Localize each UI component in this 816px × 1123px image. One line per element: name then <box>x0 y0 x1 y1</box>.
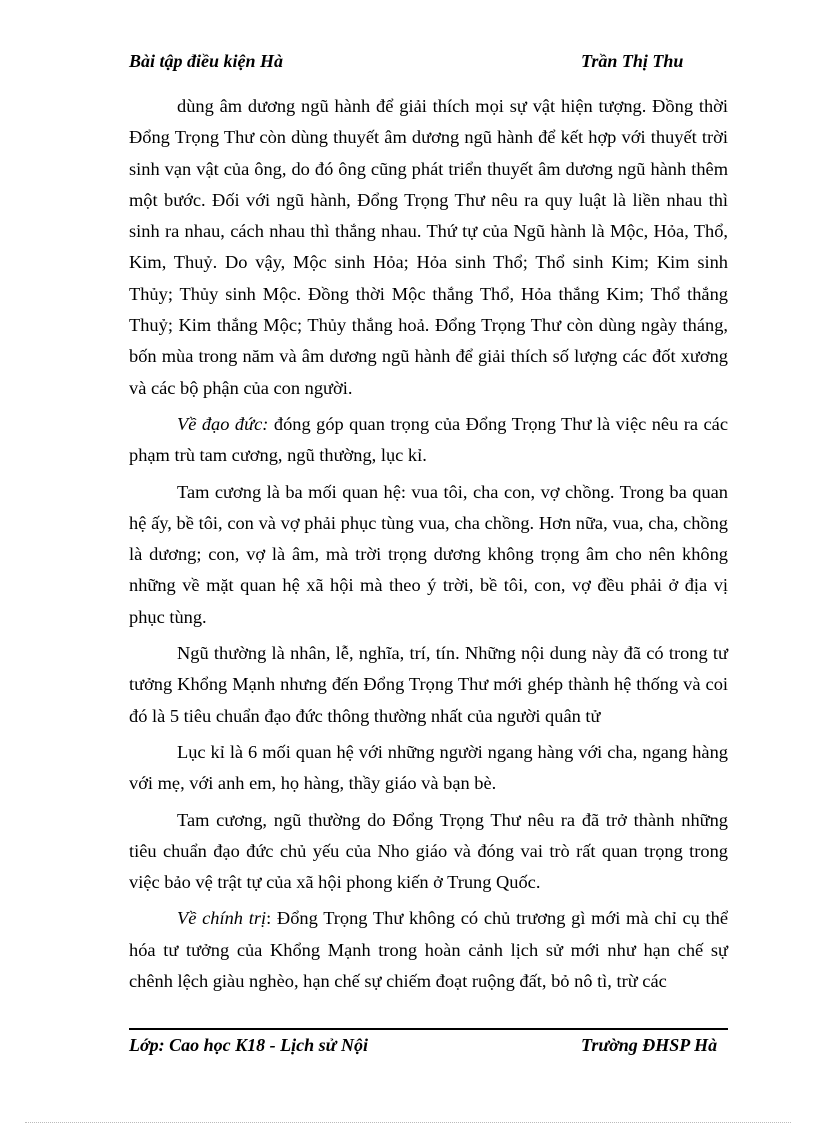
header-right: Trần Thị Thu <box>581 51 684 71</box>
paragraph-1: dùng âm dương ngũ hành để giải thích mọi sự vật hiện tượng. Đồng thời Đổng Trọng Thư còn dùng thuyết âm dương ngũ hành để kết hợp với thuyết trời sinh vạn vật của ông, do đó ông cũng phát triển thuyết âm dương ngũ hành thêm một bước. Đối với ngũ hành, Đổng Trọng Thư nêu ra quy luật là liền nhau thì sinh ra nhau, cách nhau thì thắng nhau. Thứ tự của Ngũ hành là Mộc, Hỏa, Thổ, Kim, Thuỷ. Do vậy, Mộc sinh Hỏa; Hỏa sinh Thổ; Thổ sinh Kim; Kim sinh Thủy; Thủy sinh Mộc. Đồng thời Mộc thắng Thổ, Hỏa thắng Kim; Thổ thắng Thuỷ; Kim thắng Mộc; Thủy thắng hoả. Đổng Trọng Thư còn dùng ngày tháng, bốn mùa trong năm và âm dương ngũ hành để giải thích số lượng các đốt xương và các bộ phận của con người. <box>129 96 728 398</box>
section-lead-chinh-tri: Về chính trị <box>177 908 267 929</box>
paragraph-5: Lục kỉ là 6 mối quan hệ với những người ngang hàng với cha, ngang hàng với mẹ, với anh em, họ hàng, thầy giáo và bạn bè. <box>129 741 728 794</box>
section-lead-dao-duc: Về đạo đức: <box>177 413 269 434</box>
document-body <box>129 91 728 997</box>
paragraph-6: Tam cương, ngũ thường do Đổng Trọng Thư nêu ra đã trở thành những tiêu chuẩn đạo đức chủ yếu của Nho giáo và đóng vai trò rất quan trọng trong việc bảo vệ trật tự của xã hội phong kiến ở Trung Quốc. <box>129 809 728 893</box>
footer-right: Trường ĐHSP Hà <box>581 1035 718 1055</box>
footer-left: Lớp: Cao học K18 - Lịch sử Nội <box>129 1035 368 1055</box>
paragraph-4: Ngũ thường là nhân, lễ, nghĩa, trí, tín. Những nội dung này đã có trong tư tưởng Khổng Mạnh nhưng đến Đổng Trọng Thư mới ghép thành hệ thống và coi đó là 5 tiêu chuẩn đạo đức thông thường nhất của người quân tử <box>129 643 728 726</box>
paragraph-7: Về chính trị: Đổng Trọng Thư không có chủ trương gì mới mà chỉ cụ thể hóa tư tưởng của Khổng Mạnh trong hoàn cảnh lịch sử mới như hạn chế sự chênh lệch giàu nghèo, hạn chế sự chiếm đoạt ruộng đất, bỏ nô tì, trừ các <box>129 908 728 992</box>
header-left: Bài tập điều kiện Hà <box>129 51 284 71</box>
footer-divider <box>129 1028 728 1030</box>
paragraph-3: Tam cương là ba mối quan hệ: vua tôi, cha con, vợ chồng. Trong ba quan hệ ấy, bề tôi, con và vợ phải phục tùng vua, cha chồng. Hơn nữa, vua, cha, chồng là dương; con, vợ là âm, mà trời trọng dương không trọng âm cho nên không những về mặt quan hệ xã hội mà theo ý trời, bề tôi, con, vợ đều phải ở địa vị phục tùng. <box>129 481 728 627</box>
paragraph-2: Về đạo đức: đóng góp quan trọng của Đổng Trọng Thư là việc nêu ra các phạm trù tam cương, ngũ thường, lục kỉ. <box>129 413 728 466</box>
